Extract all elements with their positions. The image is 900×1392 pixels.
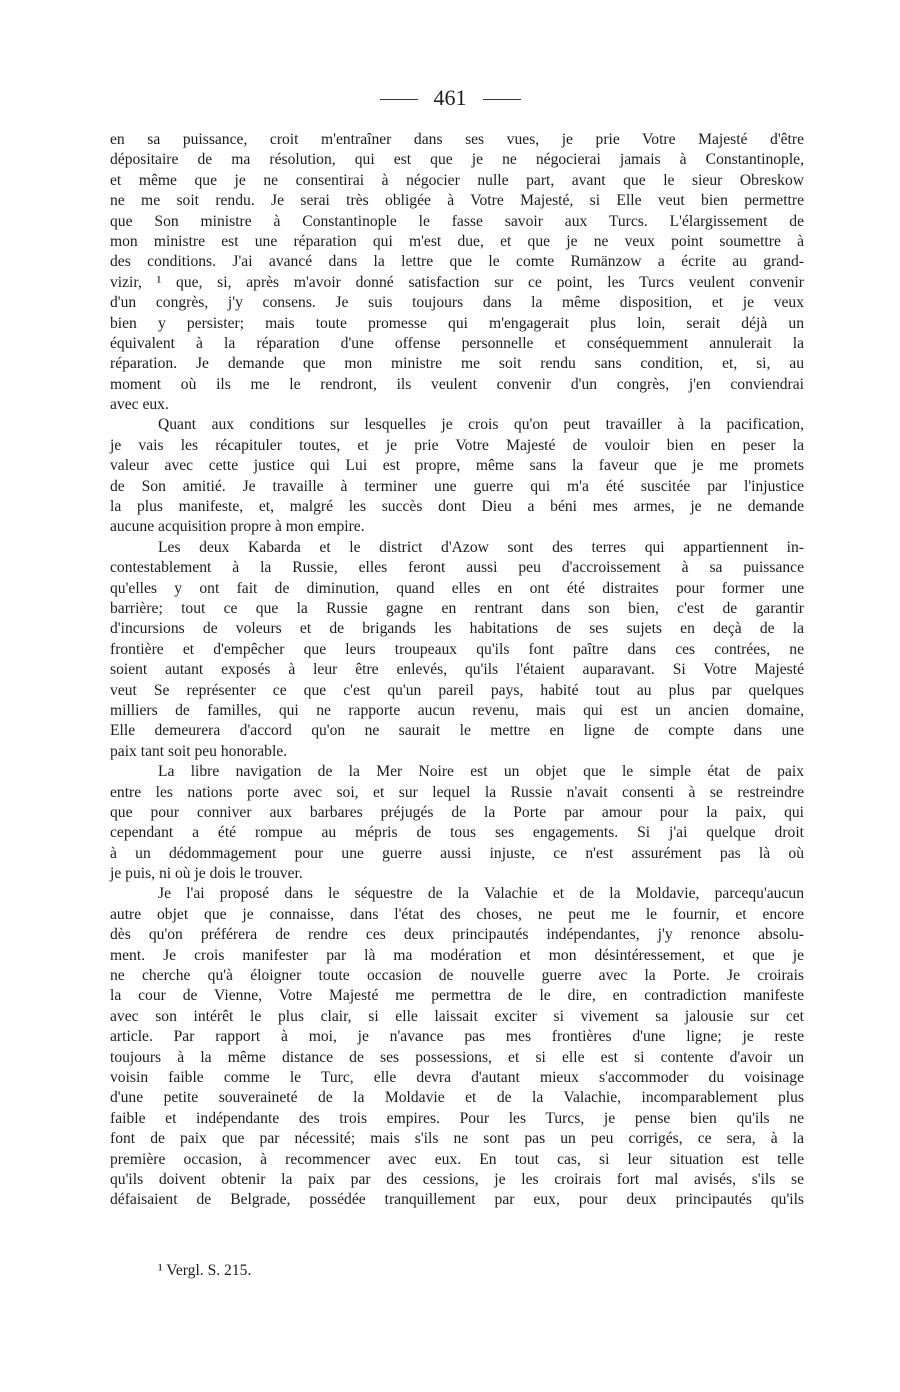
text-line: soient autant exposés à leur être enlevés, qu'ils l'étaient auparavant. Si Votre Majesté xyxy=(110,661,804,679)
text-line: première occasion, à recommencer avec eux. En tout cas, si leur situation est telle xyxy=(110,1150,804,1168)
text-line: qu'elles y ont fait de diminution, quand elles en ont été distraites pour former une xyxy=(110,579,804,597)
text-line: équivalent à la réparation d'une offense personnelle et conséquemment annulerait la xyxy=(110,334,804,352)
text-line: avec eux. xyxy=(110,396,169,414)
text-line: je vais les récapituler toutes, et je prie Votre Majesté de vouloir bien en peser la xyxy=(110,436,804,454)
text-line: Elle demeurera d'accord qu'on ne saurait le mettre en ligne de compte dans une xyxy=(110,722,804,740)
text-line: bien y persister; mais toute promesse qui m'engagerait plus loin, serait déjà un xyxy=(110,314,804,332)
text-line: ment. Je crois manifester par là ma modération et mon désintéressement, et que je xyxy=(110,946,804,964)
text-line: ne cherche qu'à éloigner toute occasion de nouvelle guerre avec la Porte. Je croirais xyxy=(110,967,804,985)
text-line: La libre navigation de la Mer Noire est un objet que le simple état de paix xyxy=(158,763,804,781)
text-line: milliers de familles, qui ne rapporte aucun revenu, mais qui est un ancien domaine, xyxy=(110,701,804,719)
text-line: article. Par rapport à moi, je n'avance pas mes frontières d'une ligne; je reste xyxy=(110,1028,804,1046)
text-line: la cour de Vienne, Votre Majesté me permettra de le dire, en contradiction manifeste xyxy=(110,987,804,1005)
text-line: paix tant soit peu honorable. xyxy=(110,742,288,760)
footnote: ¹ Vergl. S. 215. xyxy=(158,1262,252,1279)
text-line: valeur avec cette justice qui Lui est propre, même sans la faveur que je me promets xyxy=(110,457,804,475)
header-rule-right xyxy=(483,99,521,100)
text-line: Quant aux conditions sur lesquelles je crois qu'on peut travailler à la pacification, xyxy=(158,416,804,434)
text-line: d'un congrès, j'y consens. Je suis toujours dans la même disposition, et je veux xyxy=(110,294,804,312)
text-line: que pour conniver aux barbares préjugés de la Porte par amour pour la paix, qui xyxy=(110,803,804,821)
text-line: défaisaient de Belgrade, possédée tranquillement par eux, pour deux principautés qu'ils xyxy=(110,1191,804,1209)
text-line: des conditions. J'ai avancé dans la lettre que le comte Rumänzow a écrite au grand- xyxy=(110,253,804,271)
text-line: en sa puissance, croit m'entraîner dans ses vues, je prie Votre Majesté d'être xyxy=(110,131,804,148)
text-line: aucune acquisition propre à mon empire. xyxy=(110,518,365,536)
page-number: 461 xyxy=(433,85,467,110)
text-line: Je l'ai proposé dans le séquestre de la Valachie et de la Moldavie, parcequ'aucun xyxy=(158,885,804,903)
text-line: ne me soit rendu. Je serai très obligée à Votre Majesté, si Elle veut bien permettre xyxy=(110,192,804,210)
text-line: cependant a été rompue au mépris de tous ses engagements. Si j'ai quelque droit xyxy=(110,824,804,842)
text-line: vizir, ¹ que, si, après m'avoir donné satisfaction sur ce point, les Turcs veulent convenir xyxy=(110,273,804,291)
text-line: à un dédommagement pour une guerre aussi injuste, ce n'est assurément pas là où xyxy=(110,844,804,862)
text-line: frontière et d'empêcher que leurs troupeaux qu'ils font paître dans ces contrées, ne xyxy=(110,640,804,658)
text-line: faible et indépendante des trois empires. Pour les Turcs, je pense bien qu'ils ne xyxy=(110,1109,804,1127)
text-line: barrière; tout ce que la Russie gagne en rentrant dans son bien, c'est de garantir xyxy=(110,599,804,617)
page-header xyxy=(0,84,900,112)
text-line: moment où ils me le rendront, ils veulent convenir d'un congrès, j'en conviendrai xyxy=(110,375,804,393)
text-line: de Son amitié. Je travaille à terminer une guerre qui m'a été suscitée par l'injustice xyxy=(110,477,804,495)
text-line: la plus manifeste, et, malgré les succès dont Dieu a béni mes armes, je ne demande xyxy=(110,498,804,516)
text-line: avec son intérêt le plus clair, si elle laissait exciter si vivement sa jalousie sur cet xyxy=(110,1007,804,1025)
text-line: veut Se représenter ce que c'est qu'un pareil pays, habité tout au plus par quelques xyxy=(110,681,804,699)
text-line: autre objet que je connaisse, dans l'état des choses, ne peut me le fournir, et encore xyxy=(110,905,804,923)
text-line: contestablement à la Russie, elles feront aussi peu d'accroissement à sa puissance xyxy=(110,559,804,577)
text-line: font de paix que par nécessité; mais s'ils ne sont pas un peu corrigés, ce sera, à la xyxy=(110,1130,804,1148)
text-line: d'une petite souveraineté de la Moldavie et de la Valachie, incomparablement plus xyxy=(110,1089,804,1107)
text-line: dès qu'on préférera de rendre ces deux principautés indépendantes, j'y renonce absolu- xyxy=(110,926,804,944)
text-line: qu'ils doivent obtenir la paix par des cessions, je les croirais fort mal avisés, s'ils se xyxy=(110,1170,804,1188)
text-line: d'incursions de voleurs et de brigands les habitations de ses sujets en deçà de la xyxy=(110,620,804,638)
text-line: Les deux Kabarda et le district d'Azow sont des terres qui appartiennent in- xyxy=(158,538,804,556)
text-line: toujours à la même distance de ses possessions, et si elle est si contente d'avoir un xyxy=(110,1048,804,1066)
text-line: réparation. Je demande que mon ministre me soit rendu sans condition, et, si, au xyxy=(110,355,804,373)
text-line: voisin faible comme le Turc, elle devra d'autant mieux s'accommoder du voisinage xyxy=(110,1068,804,1086)
text-line: je puis, ni où je dois le trouver. xyxy=(110,865,303,883)
text-line: mon ministre est une réparation qui m'est due, et que je ne veux point soumettre à xyxy=(110,232,804,250)
text-line: et même que je ne consentirai à négocier nulle part, avant que le sieur Obreskow xyxy=(110,171,804,189)
body-text xyxy=(110,130,804,1211)
text-line: dépositaire de ma résolution, qui est que je ne négocierai jamais à Constantinople, xyxy=(110,151,804,169)
text-line: entre les nations porte avec soi, et sur lequel la Russie n'avait consenti à se restreindre xyxy=(110,783,804,801)
header-rule-left xyxy=(380,99,418,100)
text-line: que Son ministre à Constantinople le fasse savoir aux Turcs. L'élargissement de xyxy=(110,212,804,230)
